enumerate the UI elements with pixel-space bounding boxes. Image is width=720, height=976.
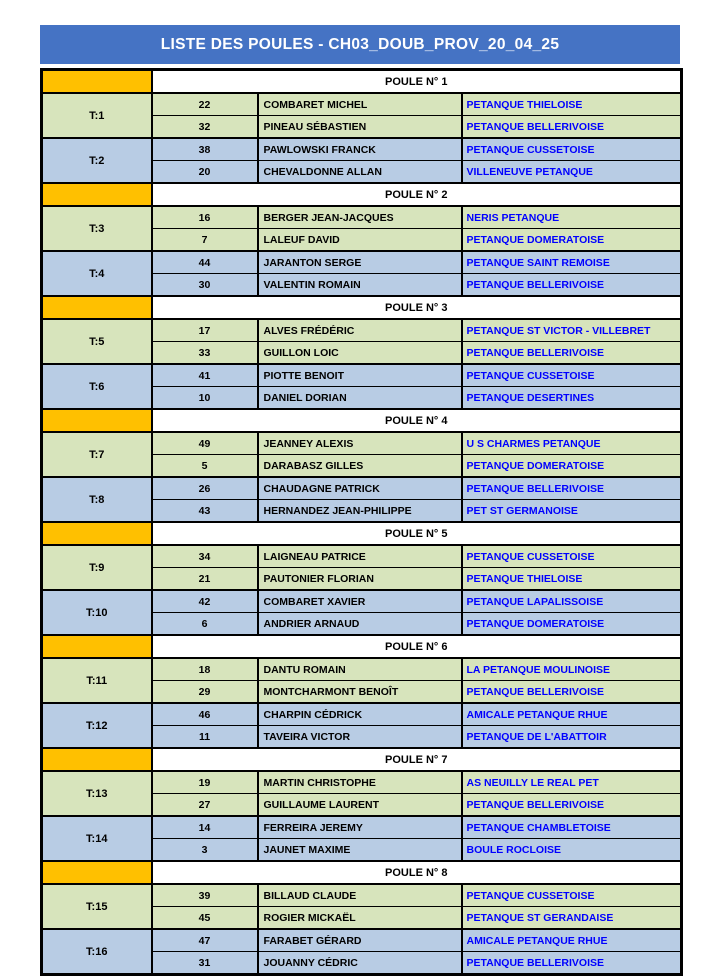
player-number-cell: 30 — [152, 274, 258, 297]
player-club-cell: PETANQUE ST GERANDAISE — [462, 907, 682, 930]
player-row — [42, 138, 682, 161]
terrain-cell: T:7 — [42, 432, 152, 477]
terrain-cell: T:1 — [42, 93, 152, 138]
poule-header-row — [42, 748, 682, 771]
player-number-cell: 31 — [152, 952, 258, 975]
player-club-cell: PETANQUE CUSSETOISE — [462, 545, 682, 568]
player-club-cell: PETANQUE BELLERIVOISE — [462, 952, 682, 975]
player-club-cell: PETANQUE DOMERATOISE — [462, 455, 682, 478]
title-banner — [40, 25, 680, 64]
player-club-cell: PETANQUE BELLERIVOISE — [462, 477, 682, 500]
player-club-cell: PETANQUE BELLERIVOISE — [462, 342, 682, 365]
pool-list-page — [40, 25, 680, 976]
player-number-cell: 20 — [152, 161, 258, 184]
terrain-cell: T:2 — [42, 138, 152, 183]
player-club-cell: PETANQUE BELLERIVOISE — [462, 681, 682, 704]
player-name-cell: DANIEL DORIAN — [258, 387, 462, 410]
player-club-cell: PETANQUE DESERTINES — [462, 387, 682, 410]
player-club-cell: PETANQUE BELLERIVOISE — [462, 116, 682, 139]
player-row — [42, 319, 682, 342]
player-club-cell: PETANQUE CUSSETOISE — [462, 364, 682, 387]
player-club-cell: PETANQUE THIELOISE — [462, 93, 682, 116]
player-number-cell: 16 — [152, 206, 258, 229]
terrain-cell: T:10 — [42, 590, 152, 635]
player-number-cell: 29 — [152, 681, 258, 704]
player-row — [42, 364, 682, 387]
player-name-cell: BERGER JEAN-JACQUES — [258, 206, 462, 229]
player-number-cell: 39 — [152, 884, 258, 907]
player-number-cell: 49 — [152, 432, 258, 455]
player-number-cell: 44 — [152, 251, 258, 274]
poule-header-label: POULE N° 5 — [152, 522, 682, 545]
poule-header-row — [42, 296, 682, 319]
player-number-cell: 45 — [152, 907, 258, 930]
player-club-cell: U S CHARMES PETANQUE — [462, 432, 682, 455]
poule-corner-cell — [42, 861, 152, 884]
poule-header-row — [42, 183, 682, 206]
player-club-cell: PETANQUE CHAMBLETOISE — [462, 816, 682, 839]
player-number-cell: 5 — [152, 455, 258, 478]
player-club-cell: PETANQUE LAPALISSOISE — [462, 590, 682, 613]
player-name-cell: PAWLOWSKI FRANCK — [258, 138, 462, 161]
player-row — [42, 251, 682, 274]
player-row — [42, 206, 682, 229]
poule-corner-cell — [42, 635, 152, 658]
player-name-cell: JAUNET MAXIME — [258, 839, 462, 862]
terrain-cell: T:15 — [42, 884, 152, 929]
poule-header-row — [42, 70, 682, 94]
player-row — [42, 771, 682, 794]
player-number-cell: 19 — [152, 771, 258, 794]
player-club-cell: LA PETANQUE MOULINOISE — [462, 658, 682, 681]
poule-corner-cell — [42, 296, 152, 319]
player-name-cell: DARABASZ GILLES — [258, 455, 462, 478]
player-club-cell: PETANQUE CUSSETOISE — [462, 884, 682, 907]
poule-header-row — [42, 861, 682, 884]
poule-header-label: POULE N° 7 — [152, 748, 682, 771]
player-club-cell: NERIS PETANQUE — [462, 206, 682, 229]
terrain-cell: T:12 — [42, 703, 152, 748]
poule-header-label: POULE N° 3 — [152, 296, 682, 319]
poule-header-row — [42, 522, 682, 545]
poule-header-label: POULE N° 2 — [152, 183, 682, 206]
terrain-cell: T:11 — [42, 658, 152, 703]
player-name-cell: CHAUDAGNE PATRICK — [258, 477, 462, 500]
poule-corner-cell — [42, 70, 152, 94]
player-name-cell: HERNANDEZ JEAN-PHILIPPE — [258, 500, 462, 523]
poules-table — [40, 68, 683, 976]
player-number-cell: 42 — [152, 590, 258, 613]
poule-corner-cell — [42, 522, 152, 545]
player-row — [42, 477, 682, 500]
poule-header-label: POULE N° 4 — [152, 409, 682, 432]
player-name-cell: PIOTTE BENOIT — [258, 364, 462, 387]
player-name-cell: MARTIN CHRISTOPHE — [258, 771, 462, 794]
player-number-cell: 43 — [152, 500, 258, 523]
player-number-cell: 47 — [152, 929, 258, 952]
player-name-cell: JEANNEY ALEXIS — [258, 432, 462, 455]
terrain-cell: T:3 — [42, 206, 152, 251]
player-number-cell: 14 — [152, 816, 258, 839]
terrain-cell: T:8 — [42, 477, 152, 522]
player-club-cell: VILLENEUVE PETANQUE — [462, 161, 682, 184]
player-number-cell: 17 — [152, 319, 258, 342]
player-row — [42, 816, 682, 839]
terrain-cell: T:6 — [42, 364, 152, 409]
page-title: LISTE DES POULES - CH03_DOUB_PROV_20_04_25 — [160, 35, 560, 53]
player-club-cell: PETANQUE THIELOISE — [462, 568, 682, 591]
player-row — [42, 929, 682, 952]
player-row — [42, 432, 682, 455]
player-name-cell: CHEVALDONNE ALLAN — [258, 161, 462, 184]
player-number-cell: 21 — [152, 568, 258, 591]
terrain-cell: T:14 — [42, 816, 152, 861]
player-club-cell: PETANQUE SAINT REMOISE — [462, 251, 682, 274]
player-name-cell: GUILLON LOIC — [258, 342, 462, 365]
terrain-cell: T:5 — [42, 319, 152, 364]
player-number-cell: 3 — [152, 839, 258, 862]
player-row — [42, 545, 682, 568]
terrain-cell: T:13 — [42, 771, 152, 816]
player-name-cell: DANTU ROMAIN — [258, 658, 462, 681]
terrain-cell: T:4 — [42, 251, 152, 296]
player-name-cell: CHARPIN CÉDRICK — [258, 703, 462, 726]
player-club-cell: PET ST GERMANOISE — [462, 500, 682, 523]
player-number-cell: 33 — [152, 342, 258, 365]
player-club-cell: PETANQUE DOMERATOISE — [462, 613, 682, 636]
player-name-cell: VALENTIN ROMAIN — [258, 274, 462, 297]
player-name-cell: LAIGNEAU PATRICE — [258, 545, 462, 568]
player-name-cell: MONTCHARMONT BENOÎT — [258, 681, 462, 704]
player-name-cell: LALEUF DAVID — [258, 229, 462, 252]
player-number-cell: 27 — [152, 794, 258, 817]
player-row — [42, 93, 682, 116]
player-club-cell: PETANQUE BELLERIVOISE — [462, 794, 682, 817]
player-name-cell: GUILLAUME LAURENT — [258, 794, 462, 817]
player-club-cell: BOULE ROCLOISE — [462, 839, 682, 862]
player-club-cell: PETANQUE ST VICTOR - VILLEBRET — [462, 319, 682, 342]
player-row — [42, 884, 682, 907]
player-club-cell: PETANQUE DE L'ABATTOIR — [462, 726, 682, 749]
player-row — [42, 658, 682, 681]
player-club-cell: PETANQUE CUSSETOISE — [462, 138, 682, 161]
player-number-cell: 18 — [152, 658, 258, 681]
poule-header-label: POULE N° 8 — [152, 861, 682, 884]
player-name-cell: BILLAUD CLAUDE — [258, 884, 462, 907]
poule-header-row — [42, 635, 682, 658]
player-name-cell: JOUANNY CÉDRIC — [258, 952, 462, 975]
terrain-cell: T:16 — [42, 929, 152, 975]
player-number-cell: 38 — [152, 138, 258, 161]
player-number-cell: 11 — [152, 726, 258, 749]
poule-corner-cell — [42, 409, 152, 432]
player-row — [42, 703, 682, 726]
player-number-cell: 6 — [152, 613, 258, 636]
player-name-cell: JARANTON SERGE — [258, 251, 462, 274]
player-name-cell: COMBARET MICHEL — [258, 93, 462, 116]
player-name-cell: TAVEIRA VICTOR — [258, 726, 462, 749]
poule-corner-cell — [42, 748, 152, 771]
player-name-cell: COMBARET XAVIER — [258, 590, 462, 613]
player-number-cell: 34 — [152, 545, 258, 568]
player-name-cell: PINEAU SÉBASTIEN — [258, 116, 462, 139]
player-number-cell: 7 — [152, 229, 258, 252]
poule-corner-cell — [42, 183, 152, 206]
player-club-cell: PETANQUE DOMERATOISE — [462, 229, 682, 252]
poule-header-row — [42, 409, 682, 432]
poule-header-label: POULE N° 1 — [152, 70, 682, 94]
player-number-cell: 41 — [152, 364, 258, 387]
poule-header-label: POULE N° 6 — [152, 635, 682, 658]
player-name-cell: ROGIER MICKAËL — [258, 907, 462, 930]
player-number-cell: 32 — [152, 116, 258, 139]
player-club-cell: AS NEUILLY LE REAL PET — [462, 771, 682, 794]
player-number-cell: 26 — [152, 477, 258, 500]
player-club-cell: PETANQUE BELLERIVOISE — [462, 274, 682, 297]
player-name-cell: FARABET GÉRARD — [258, 929, 462, 952]
player-club-cell: AMICALE PETANQUE RHUE — [462, 703, 682, 726]
player-name-cell: FERREIRA JEREMY — [258, 816, 462, 839]
player-name-cell: ANDRIER ARNAUD — [258, 613, 462, 636]
player-club-cell: AMICALE PETANQUE RHUE — [462, 929, 682, 952]
player-number-cell: 10 — [152, 387, 258, 410]
terrain-cell: T:9 — [42, 545, 152, 590]
player-number-cell: 22 — [152, 93, 258, 116]
player-row — [42, 590, 682, 613]
player-number-cell: 46 — [152, 703, 258, 726]
player-name-cell: ALVES FRÉDÉRIC — [258, 319, 462, 342]
player-name-cell: PAUTONIER FLORIAN — [258, 568, 462, 591]
